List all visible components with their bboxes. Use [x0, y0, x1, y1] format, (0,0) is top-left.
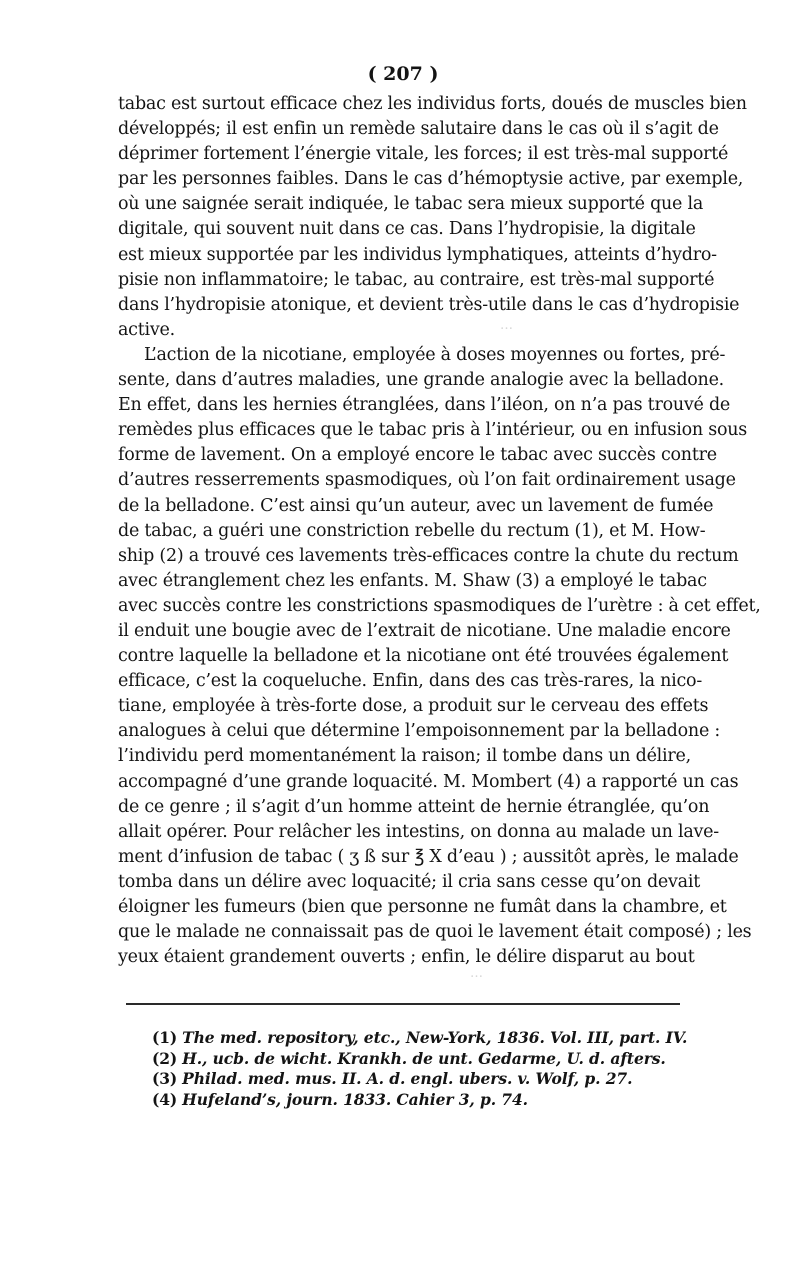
- text-line: tabac est surtout efficace chez les individus forts, doués de muscles bien: [118, 94, 747, 114]
- text-line: pisie non inflammatoire; le tabac, au contraire, est très-mal supporté: [118, 269, 715, 290]
- text-line: ment d’infusion de tabac ( ʒ ß sur ℥ X d’eau ) ; aussitôt après, le malade: [118, 846, 739, 867]
- text-line: que le malade ne connaissait pas de quoi le lavement était composé) ; les: [118, 922, 752, 943]
- footnote-number: (2): [152, 1048, 178, 1068]
- text-line: yeux étaient grandement ouverts ; enfin, le délire disparut au bout: [118, 947, 695, 968]
- text-line: il enduit une bougie avec de l’extrait de nicotiane. Une maladie encore: [118, 620, 731, 641]
- text-line: est mieux supportée par les individus lymphatiques, atteints d’hydro-: [118, 244, 717, 265]
- text-line: analogues à celui que détermine l’empoisonnement par la belladone :: [118, 721, 721, 742]
- footnote-text: Hufeland’s, journ. 1833. Cahier 3, p. 74.: [182, 1089, 528, 1109]
- text-line: L’action de la nicotiane, employée à doses moyennes ou fortes, pré-: [144, 344, 726, 365]
- footnote-text: H., ucb. de wicht. Krankh. de unt. Gedarme, U. d. afters.: [182, 1048, 666, 1068]
- text-line: active.: [118, 319, 175, 340]
- text-line: éloigner les fumeurs (bien que personne ne fumât dans la chambre, et: [118, 897, 727, 917]
- paragraph-2: [118, 343, 761, 970]
- text-line: tiane, employée à très-forte dose, a produit sur le cerveau des effets: [118, 696, 709, 717]
- footnote: [152, 1028, 688, 1049]
- text-line: dans l’hydropisie atonique, et devient très-utile dans le cas d’hydropisie: [118, 294, 740, 315]
- text-line: accompagné d’une grande loquacité. M. Mombert (4) a rapporté un cas: [118, 771, 739, 792]
- footnote-separator-rule: [126, 1003, 680, 1005]
- footnotes: [152, 1028, 688, 1110]
- text-line: contre laquelle la belladone et la nicotiane ont été trouvées également: [118, 646, 729, 667]
- footnote: [152, 1049, 682, 1070]
- text-line: remèdes plus efficaces que le tabac pris à l’intérieur, ou en infusion sous: [118, 420, 748, 441]
- text-line: avec étranglement chez les enfants. M. Shaw (3) a employé le tabac: [118, 570, 707, 591]
- text-line: efficace, c’est la coqueluche. Enfin, dans des cas très-rares, la nico-: [118, 671, 702, 692]
- text-line: allait opérer. Pour relâcher les intestins, on donna au malade un lave-: [118, 821, 719, 842]
- show-through-text: …: [500, 318, 513, 333]
- footnote-number: (3): [152, 1069, 178, 1088]
- text-line: par les personnes faibles. Dans le cas d’hémoptysie active, par exemple,: [118, 169, 744, 190]
- text-line: de ce genre ; il s’agit d’un homme atteint de hernie étranglée, qu’on: [118, 796, 710, 817]
- text-line: sente, dans d’autres maladies, une grande analogie avec la belladone.: [118, 370, 724, 391]
- footnote: [152, 1069, 682, 1090]
- page-body: [118, 62, 761, 970]
- text-line: de la belladone. C’est ainsi qu’un auteur, avec un lavement de fumée: [118, 495, 714, 516]
- footnote-text: The med. repository, etc., New-York, 1836. Vol. III, part. IV.: [182, 1028, 688, 1047]
- footnote-text: Philad. med. mus. II. A. d. engl. ubers. v. Wolf, p. 27.: [182, 1069, 633, 1088]
- show-through-text: …: [470, 966, 483, 981]
- text-line: forme de lavement. On a employé encore le tabac avec succès contre: [118, 445, 717, 466]
- footnote-number: (1): [152, 1028, 178, 1047]
- text-line: ship (2) a trouvé ces lavements très-efficaces contre la chute du rectum: [118, 545, 739, 566]
- text-line: l’individu perd momentanément la raison; il tombe dans un délire,: [118, 746, 691, 767]
- text-line: digitale, qui souvent nuit dans ce cas. Dans l’hydropisie, la digitale: [118, 219, 696, 240]
- page-number: ( 207 ): [367, 63, 439, 85]
- text-line: d’autres resserrements spasmodiques, où l’on fait ordinairement usage: [118, 470, 736, 491]
- text-line: tomba dans un délire avec loquacité; il cria sans cesse qu’on devait: [118, 871, 700, 892]
- text-line: de tabac, a guéri une constriction rebelle du rectum (1), et M. How-: [118, 520, 706, 541]
- text-line: développés; il est enfin un remède salutaire dans le cas où il s’agit de: [118, 119, 719, 140]
- text-line: En effet, dans les hernies étranglées, dans l’iléon, on n’a pas trouvé de: [118, 395, 731, 416]
- text-line: déprimer fortement l’énergie vitale, les forces; il est très-mal supporté: [118, 144, 729, 165]
- text-line: où une saignée serait indiquée, le tabac sera mieux supporté que la: [118, 194, 704, 215]
- paragraph-1: [118, 92, 747, 343]
- footnote-number: (4): [152, 1089, 178, 1109]
- footnote: [152, 1090, 682, 1111]
- text-line: avec succès contre les constrictions spasmodiques de l’urètre : à cet effet,: [118, 595, 761, 616]
